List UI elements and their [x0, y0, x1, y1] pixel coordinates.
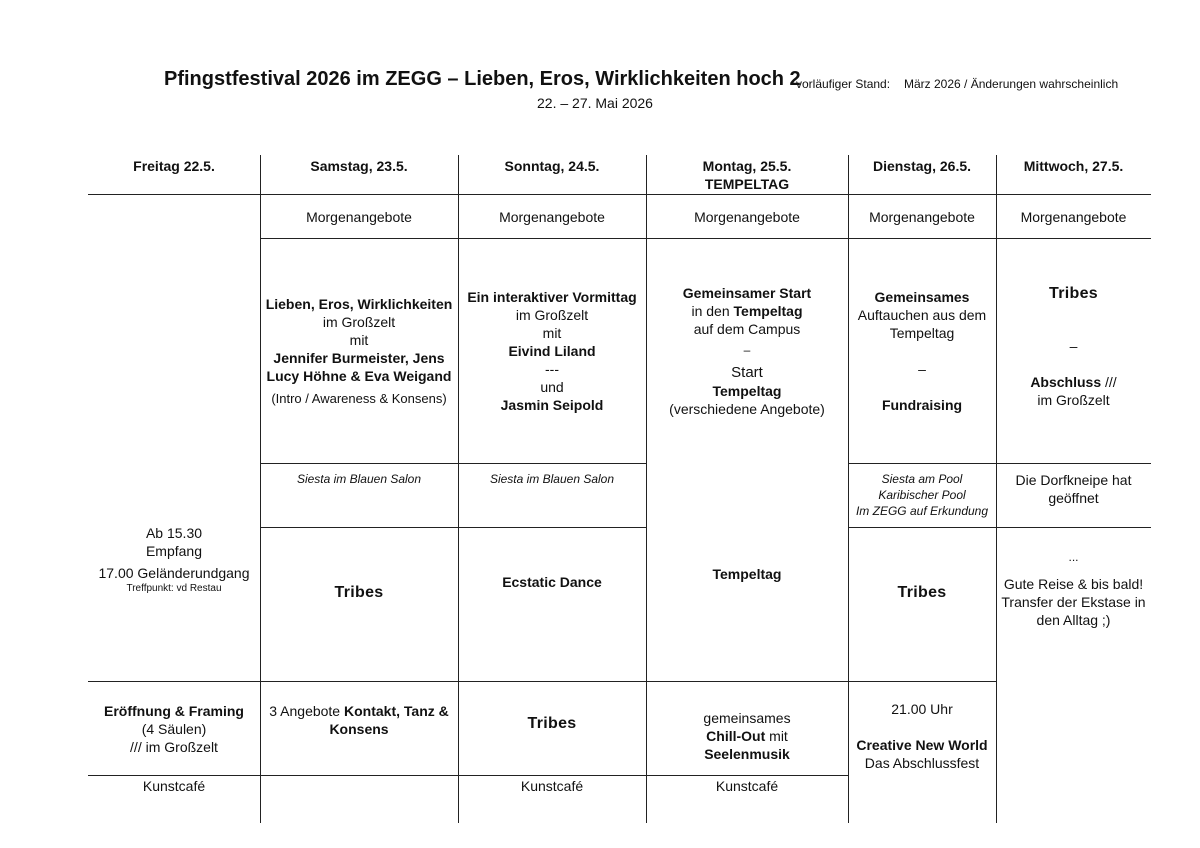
event-dash: –	[1069, 338, 1078, 354]
event-note: Treffpunkt: vd Restau	[126, 583, 222, 594]
event-note: (verschiedene Angebote)	[669, 401, 825, 417]
day-header-tuesday	[848, 157, 996, 193]
event-title: Eröffnung & Framing	[104, 703, 244, 719]
day-header-friday	[88, 157, 260, 193]
event-text: Siesta am Pool	[881, 472, 963, 486]
siesta-tue	[848, 471, 996, 527]
event-text: 17.00 Geländerundgang	[98, 565, 250, 581]
event-title: Tribes	[897, 584, 947, 601]
siesta-wed	[996, 471, 1151, 527]
event-people: Lucy Höhne & Eva Weigand	[266, 368, 452, 384]
afternoon-sat	[260, 528, 458, 658]
midday-sat	[260, 239, 458, 463]
event-line	[1030, 373, 1116, 391]
event-text-bold: Chill-Out	[706, 728, 766, 744]
afternoon-fri	[88, 440, 260, 680]
event-title: Ecstatic Dance	[502, 574, 602, 590]
event-and: und	[540, 379, 564, 395]
evening-fri	[88, 702, 260, 774]
midday-tue	[848, 239, 996, 463]
event-text: Die Dorfkneipe hat	[1015, 472, 1132, 488]
afternoon-mon	[646, 464, 848, 682]
event-start: Start	[731, 364, 763, 381]
event-place: im Großzelt	[322, 314, 396, 330]
event-people: Jennifer Burmeister, Jens	[273, 350, 445, 366]
event-time: 21.00 Uhr	[891, 701, 953, 717]
row-divider-midday-sat-sun	[260, 463, 647, 464]
event-person: Jasmin Seipold	[500, 397, 604, 413]
evening-sun	[458, 692, 646, 756]
day-label: Samstag, 23.5.	[310, 158, 408, 174]
event-line	[691, 302, 802, 320]
event-title: Tribes	[527, 715, 577, 732]
event-title: Tribes	[1049, 285, 1098, 302]
event-place: /// im Großzelt	[130, 739, 218, 755]
midday-wed	[996, 239, 1151, 463]
event-text: Tempeltag	[889, 325, 955, 341]
event-text-bold: Tempeltag	[733, 303, 803, 319]
event-text: Morgenangebote	[1020, 208, 1127, 225]
row-divider-evening	[88, 775, 848, 776]
day-header-monday	[646, 157, 848, 193]
event-title: Gemeinsamer Start	[682, 285, 812, 301]
day-header-saturday	[260, 157, 458, 193]
late-sun	[458, 777, 646, 801]
event-place: im Großzelt	[515, 307, 589, 323]
page-title: Pfingstfestival 2026 im ZEGG – Lieben, Eros, Wirklichkeiten hoch 2	[164, 68, 801, 90]
afternoon-sun	[458, 528, 646, 636]
row-divider-afternoon	[88, 681, 996, 682]
status-value: März 2026 / Änderungen wahrscheinlich	[904, 77, 1119, 91]
day-sublabel: TEMPELTAG	[704, 176, 790, 192]
day-label: Mittwoch, 27.5.	[1023, 158, 1124, 174]
event-text-bold: Konsens	[329, 721, 389, 737]
morning-sun	[458, 195, 646, 238]
morning-mon	[646, 195, 848, 238]
status-label: vorläufiger Stand:	[796, 77, 891, 91]
event-text: geöffnet	[1048, 490, 1099, 506]
event-dash: –	[743, 343, 751, 357]
event-title: Gemeinsames	[874, 289, 970, 305]
event-with: mit	[349, 332, 369, 348]
event-text: Das Abschlussfest	[864, 755, 980, 771]
event-text: 3 Angebote	[269, 703, 344, 719]
event-text: Kunstcafé	[715, 778, 779, 794]
event-title: Tempeltag	[712, 383, 782, 399]
event-title: Ein interaktiver Vormittag	[467, 289, 637, 305]
event-place: auf dem Campus	[693, 321, 801, 337]
afternoon-tue	[848, 528, 996, 658]
siesta-sat	[260, 471, 458, 527]
midday-sun	[458, 239, 646, 463]
day-header-wednesday	[996, 157, 1151, 193]
event-text: Gute Reise & bis bald!	[1003, 576, 1144, 592]
event-place: im Großzelt	[1037, 392, 1110, 408]
event-ellipsis: ...	[1068, 550, 1079, 564]
event-text: Kunstcafé	[142, 778, 206, 794]
event-text: Morgenangebote	[869, 208, 975, 225]
event-text: mit	[765, 728, 788, 744]
event-text: in den	[691, 303, 734, 319]
event-text: Morgenangebote	[306, 208, 412, 225]
morning-sat	[260, 195, 458, 238]
event-text: den Alltag ;)	[1036, 612, 1111, 628]
day-label: Sonntag, 24.5.	[504, 158, 600, 174]
event-line	[706, 727, 788, 745]
evening-tue	[848, 700, 996, 780]
day-label: Montag, 25.5.	[702, 158, 792, 174]
event-title: Tribes	[334, 584, 384, 601]
event-text: ///	[1101, 374, 1117, 390]
siesta-sun	[458, 471, 646, 527]
event-title: Creative New World	[856, 737, 988, 753]
event-with: mit	[542, 325, 562, 341]
event-text: Siesta im Blauen Salon	[489, 472, 615, 486]
late-fri	[88, 777, 260, 801]
late-mon	[646, 777, 848, 801]
afternoon-wed	[996, 549, 1151, 649]
event-text: gemeinsames	[703, 710, 791, 726]
event-line	[269, 702, 449, 720]
event-text: Auftauchen aus dem	[857, 307, 987, 323]
event-note: (Intro / Awareness & Konsens)	[271, 391, 447, 406]
event-text-bold: Seelenmusik	[704, 746, 790, 762]
day-label: Freitag 22.5.	[133, 158, 215, 174]
event-text-bold: Abschluss	[1030, 374, 1102, 390]
event-title: Fundraising	[881, 397, 963, 413]
event-text: Transfer der Ekstase in	[1001, 594, 1146, 610]
day-header-sunday	[458, 157, 646, 193]
event-text: Ab 15.30	[145, 525, 203, 541]
midday-mon	[646, 239, 848, 463]
event-text: Im ZEGG auf Erkundung	[855, 504, 989, 518]
morning-tue	[848, 195, 996, 238]
event-text: Siesta im Blauen Salon	[296, 472, 422, 486]
event-title: Tempeltag	[712, 566, 782, 582]
evening-sat	[260, 702, 458, 774]
event-person: Eivind Liland	[508, 343, 596, 359]
event-text: Kunstcafé	[520, 778, 584, 794]
row-divider-midday-tue-wed	[848, 463, 1151, 464]
day-label: Dienstag, 26.5.	[872, 158, 972, 174]
event-text: (4 Säulen)	[141, 721, 207, 737]
event-text: Empfang	[145, 543, 203, 559]
event-separator: ---	[545, 361, 559, 377]
evening-mon	[646, 700, 848, 772]
morning-wed	[996, 195, 1151, 238]
event-dash: –	[918, 361, 926, 377]
event-text-bold: Kontakt, Tanz &	[344, 703, 449, 719]
event-title: Lieben, Eros, Wirklichkeiten	[265, 296, 453, 312]
event-text: Morgenangebote	[499, 208, 605, 225]
event-text: Morgenangebote	[694, 208, 800, 225]
event-text: Karibischer Pool	[878, 488, 966, 502]
festival-dates: 22. – 27. Mai 2026	[537, 95, 653, 111]
